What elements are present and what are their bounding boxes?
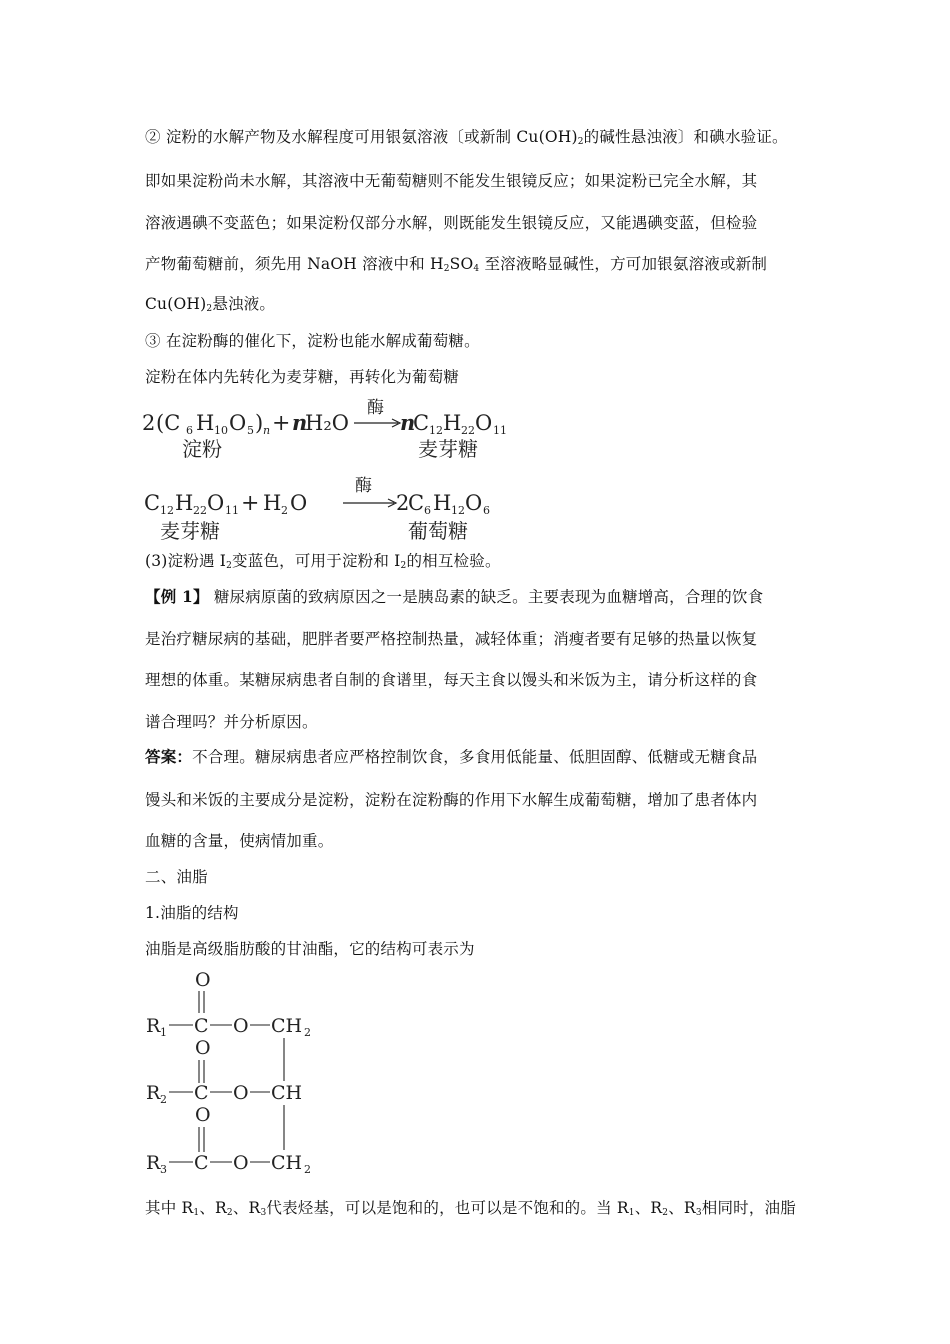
answer-line-3: 血糖的含量，使病情加重。 <box>145 832 334 850</box>
svg-text:11: 11 <box>493 424 507 437</box>
subscript: 2 <box>206 304 213 314</box>
svg-text:12: 12 <box>429 424 443 437</box>
svg-text:C: C <box>194 1082 209 1104</box>
text: Cu(OH) <box>145 295 207 313</box>
svg-text:O: O <box>195 969 211 991</box>
svg-text:12: 12 <box>451 504 465 517</box>
svg-text:2: 2 <box>281 504 288 517</box>
svg-text:R: R <box>146 1082 161 1104</box>
answer-tag: 答案： <box>145 747 193 766</box>
text: 糖尿病原菌的致病原因之一是胰岛素的缺乏。主要表现为血糖增高，合理的饮食 <box>208 588 764 606</box>
svg-text:n: n <box>263 424 271 437</box>
text: 不合理。糖尿病患者应严格控制饮食，多食用低能量、低胆固醇、低糖或无糖食品 <box>192 748 758 766</box>
subscript: 1 <box>628 1208 635 1218</box>
svg-text:O: O <box>229 411 247 435</box>
svg-text:O: O <box>465 491 483 515</box>
svg-text:O: O <box>233 1152 249 1174</box>
subscript: 2 <box>577 137 584 147</box>
para-iodine <box>145 549 501 571</box>
example-line-2: 是治疗糖尿病的基础，肥胖者要严格控制热量，减轻体重；消瘦者要有足够的热量以恢复 <box>145 630 758 648</box>
svg-text:H: H <box>443 411 462 435</box>
text: ② 淀粉的水解产物及水解程度可用银氨溶液〔或新制 Cu(OH) <box>145 128 578 146</box>
text: 的碱性悬浊液〕和碘水验证。 <box>583 128 788 146</box>
svg-text:CH: CH <box>271 1082 303 1104</box>
example-line-3: 理想的体重。某糖尿病患者自制的食谱里，每天主食以馒头和米饭为主，请分析这样的食 <box>145 671 758 689</box>
text: 、R <box>634 1199 663 1217</box>
text: 、R <box>199 1199 227 1217</box>
svg-text:3: 3 <box>160 1163 167 1176</box>
svg-text:6: 6 <box>186 424 193 437</box>
text: 相同时，油脂 <box>701 1199 796 1217</box>
svg-text:): ) <box>255 411 264 435</box>
equation-starch-to-maltose <box>140 392 520 464</box>
svg-text:O: O <box>290 491 308 515</box>
text: 代表烃基，可以是饱和的，也可以是不饱和的。当 R <box>266 1199 629 1217</box>
eq2-catalyst: 酶 <box>355 476 372 496</box>
svg-text:CH: CH <box>271 1152 303 1174</box>
para-conversion: 淀粉在体内先转化为麦芽糖，再转化为葡萄糖 <box>145 368 460 386</box>
para-starch-test-line-2: 即如果淀粉尚未水解，其溶液中无葡萄糖则不能发生银镜反应；如果淀粉已完全水解，其 <box>145 172 758 190</box>
subscript: 1 <box>193 1208 200 1218</box>
text: 产物葡萄糖前，须先用 NaOH 溶液中和 H <box>145 255 444 273</box>
svg-text:C: C <box>144 491 161 515</box>
answer-line-1 <box>145 745 757 767</box>
eq1-n: n <box>292 410 308 435</box>
text: SO <box>449 255 474 273</box>
eq2-coef: 2 <box>396 491 410 515</box>
svg-text:10: 10 <box>214 424 228 437</box>
svg-text:O: O <box>195 1104 211 1126</box>
equation-maltose-to-glucose <box>140 470 520 546</box>
section-heading-oils: 二、油脂 <box>145 868 208 886</box>
eq2-label-maltose: 麦芽糖 <box>160 519 220 543</box>
svg-text:22: 22 <box>193 504 207 517</box>
text: 悬浊液。 <box>212 295 276 313</box>
triglyceride-structure <box>140 962 340 1182</box>
svg-text:H: H <box>175 491 194 515</box>
oil-structure-intro: 油脂是高级脂肪酸的甘油酯，它的结构可表示为 <box>145 940 475 958</box>
para-amylase: ③ 在淀粉酶的催化下，淀粉也能水解成葡萄糖。 <box>145 332 480 350</box>
svg-text:6: 6 <box>424 504 431 517</box>
svg-text:1: 1 <box>160 1026 167 1039</box>
svg-text:2: 2 <box>304 1163 311 1176</box>
svg-text:CH: CH <box>271 1015 303 1037</box>
answer-line-2: 馒头和米饭的主要成分是淀粉，淀粉在淀粉酶的作用下水解生成葡萄糖，增加了患者体内 <box>145 791 758 809</box>
svg-text:+: + <box>241 491 260 516</box>
eq1-label-maltose: 麦芽糖 <box>418 437 478 461</box>
text: 至溶液略显碱性，方可加银氨溶液或新制 <box>479 255 768 273</box>
svg-text:R: R <box>146 1152 161 1174</box>
eq2-label-glucose: 葡萄糖 <box>408 519 468 543</box>
text: 、R <box>232 1199 261 1217</box>
svg-text:(C: (C <box>156 411 181 435</box>
text: 变蓝色，可用于淀粉和 I <box>232 552 401 570</box>
svg-text:R: R <box>146 1015 161 1037</box>
subscript: 2 <box>443 264 450 274</box>
para-starch-test-line-1 <box>145 125 788 147</box>
svg-text:C: C <box>408 491 425 515</box>
subscript: 3 <box>695 1208 702 1218</box>
subscript: 2 <box>226 1208 233 1218</box>
example-line-1 <box>145 585 763 607</box>
para-starch-test-line-4 <box>145 252 767 274</box>
subheading-oil-structure: 1.油脂的结构 <box>145 904 239 922</box>
svg-text:2: 2 <box>304 1026 311 1039</box>
svg-text:H: H <box>433 491 452 515</box>
svg-text:O: O <box>475 411 493 435</box>
example-tag: 【例 1】 <box>145 587 209 606</box>
para-starch-test-line-5 <box>145 292 275 314</box>
svg-text:C: C <box>194 1015 209 1037</box>
svg-text:n: n <box>400 410 416 435</box>
text: 、R <box>668 1199 696 1217</box>
svg-text:H: H <box>196 411 215 435</box>
text: 其中 R <box>145 1199 194 1217</box>
svg-text:C: C <box>413 411 430 435</box>
eq1-water: H₂O <box>305 411 349 435</box>
svg-text:O: O <box>195 1037 211 1059</box>
svg-text:6: 6 <box>483 504 490 517</box>
svg-text:12: 12 <box>160 504 174 517</box>
example-line-4: 谱合理吗？并分析原因。 <box>145 713 318 731</box>
text: 的相互检验。 <box>406 552 501 570</box>
subscript: 2 <box>400 561 407 571</box>
subscript: 3 <box>260 1208 267 1218</box>
subscript: 2 <box>226 561 233 571</box>
svg-text:H: H <box>263 491 282 515</box>
subscript: 4 <box>473 264 480 274</box>
svg-text:11: 11 <box>225 504 239 517</box>
svg-text:2: 2 <box>160 1093 167 1106</box>
svg-text:+: + <box>272 411 291 436</box>
para-starch-test-line-3: 溶液遇碘不变蓝色；如果淀粉仅部分水解，则既能发生银镜反应，又能遇碘变蓝，但检验 <box>145 214 758 232</box>
subscript: 2 <box>662 1208 669 1218</box>
svg-text:C: C <box>194 1152 209 1174</box>
svg-text:5: 5 <box>247 424 254 437</box>
eq1-label-starch: 淀粉 <box>182 437 222 461</box>
eq1-catalyst: 酶 <box>367 398 384 418</box>
svg-text:22: 22 <box>461 424 475 437</box>
text: (3)淀粉遇 I <box>145 552 227 570</box>
eq1-coef: 2 <box>142 411 156 435</box>
svg-text:O: O <box>207 491 225 515</box>
svg-text:O: O <box>233 1082 249 1104</box>
r-groups-line <box>145 1196 796 1218</box>
svg-text:O: O <box>233 1015 249 1037</box>
